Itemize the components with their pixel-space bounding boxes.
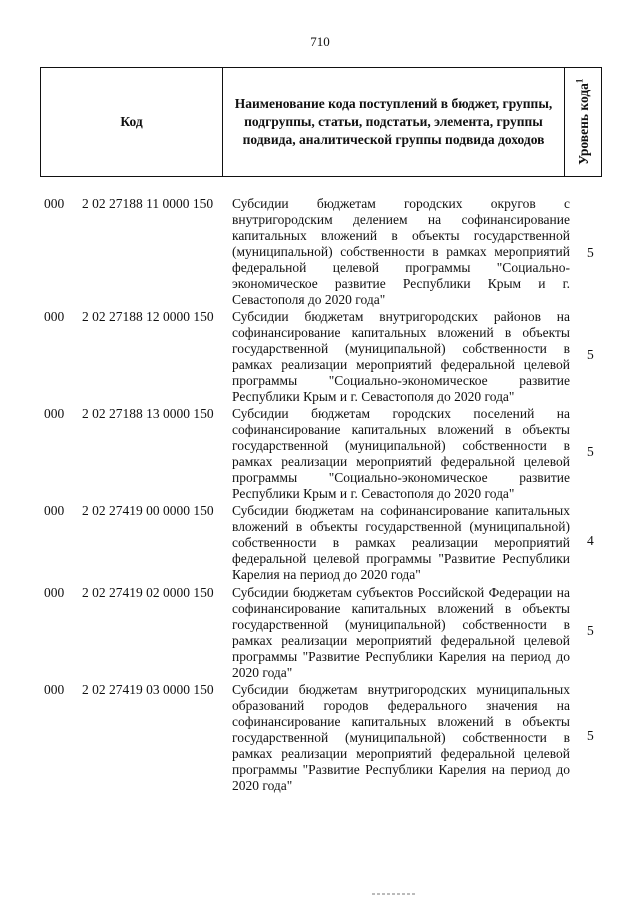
- table-header: [40, 67, 602, 177]
- row-admin-code: 000: [44, 406, 65, 421]
- table-row: [0, 585, 640, 682]
- row-description: Субсидии бюджетам внутригородских районов на софинансирование капитальных вложений в объекты государственной (муниципальной) собственности в рамках реализации мероприятий федеральной целевой программы "Социально-экономическое развитие Республики Крым и г. Севастополя до 2020 года": [232, 309, 570, 404]
- header-name: Наименование кода поступлений в бюджет, группы, подгруппы, статьи, подстатьи, элемента, группы подвида, аналитической группы подвида доходов: [223, 68, 565, 176]
- row-income-code: 2 02 27188 11 0000 150: [82, 196, 214, 211]
- row-admin-code: 000: [44, 309, 65, 324]
- row-description: Субсидии бюджетам на софинансирование капитальных вложений в объекты государственной (муниципальной) собственности в рамках реализации мероприятий федеральной целевой программы "Развитие Республики Карелия на период до 2020 года": [232, 503, 570, 582]
- scan-artifact-mark: [372, 893, 416, 895]
- table-row: [0, 406, 640, 503]
- row-description: Субсидии бюджетам городских округов с внутригородским делением на софинансирование капитальных вложений в объекты государственной (муниципальной) собственности в рамках мероприятий федеральной целевой программы "Социально-экономическое развитие Республики Крым и г. Севастополя до 2020 года": [232, 196, 570, 307]
- row-description: Субсидии бюджетам субъектов Российской Федерации на софинансирование капитальных вложений в объекты государственной (муниципальной) собственности в рамках реализации мероприятий федеральной целевой программы "Развитие Республики Карелия на период до 2020 года": [232, 585, 570, 680]
- row-admin-code: 000: [44, 196, 65, 211]
- header-level-label: Уровень кода: [575, 83, 591, 166]
- row-admin-code: 000: [44, 503, 65, 518]
- row-level: 4: [587, 533, 594, 548]
- table-row: [0, 309, 640, 406]
- row-income-code: 2 02 27188 12 0000 150: [82, 309, 214, 324]
- row-description: Субсидии бюджетам городских поселений на софинансирование капитальных вложений в объекты государственной (муниципальной) собственности в рамках реализации мероприятий федеральной целевой программы "Социально-экономическое развитие Республики Крым и г. Севастополя до 2020 года": [232, 406, 570, 501]
- header-level-footnote: 1: [574, 78, 585, 84]
- table-row: [0, 503, 640, 585]
- row-income-code: 2 02 27419 03 0000 150: [82, 682, 214, 697]
- table-body: [0, 196, 640, 795]
- row-income-code: 2 02 27419 00 0000 150: [82, 503, 214, 518]
- header-level: [574, 79, 592, 165]
- row-description: Субсидии бюджетам внутригородских муниципальных образований городов федерального значения на софинансирование капитальных вложений в объекты государственной (муниципальной) собственности в рамках реализации мероприятий федеральной целевой программы "Развитие Республики Карелия на период до 2020 года": [232, 682, 570, 793]
- page-number: 710: [310, 34, 330, 49]
- row-income-code: 2 02 27419 02 0000 150: [82, 585, 214, 600]
- table-row: [0, 196, 640, 309]
- row-income-code: 2 02 27188 13 0000 150: [82, 406, 214, 421]
- row-level: 5: [587, 245, 594, 260]
- row-level: 5: [587, 728, 594, 743]
- row-level: 5: [587, 347, 594, 362]
- row-level: 5: [587, 623, 594, 638]
- row-level: 5: [587, 444, 594, 459]
- row-admin-code: 000: [44, 682, 65, 697]
- row-admin-code: 000: [44, 585, 65, 600]
- header-level-cell: [565, 68, 601, 176]
- header-code: Код: [41, 68, 223, 176]
- table-row: [0, 682, 640, 795]
